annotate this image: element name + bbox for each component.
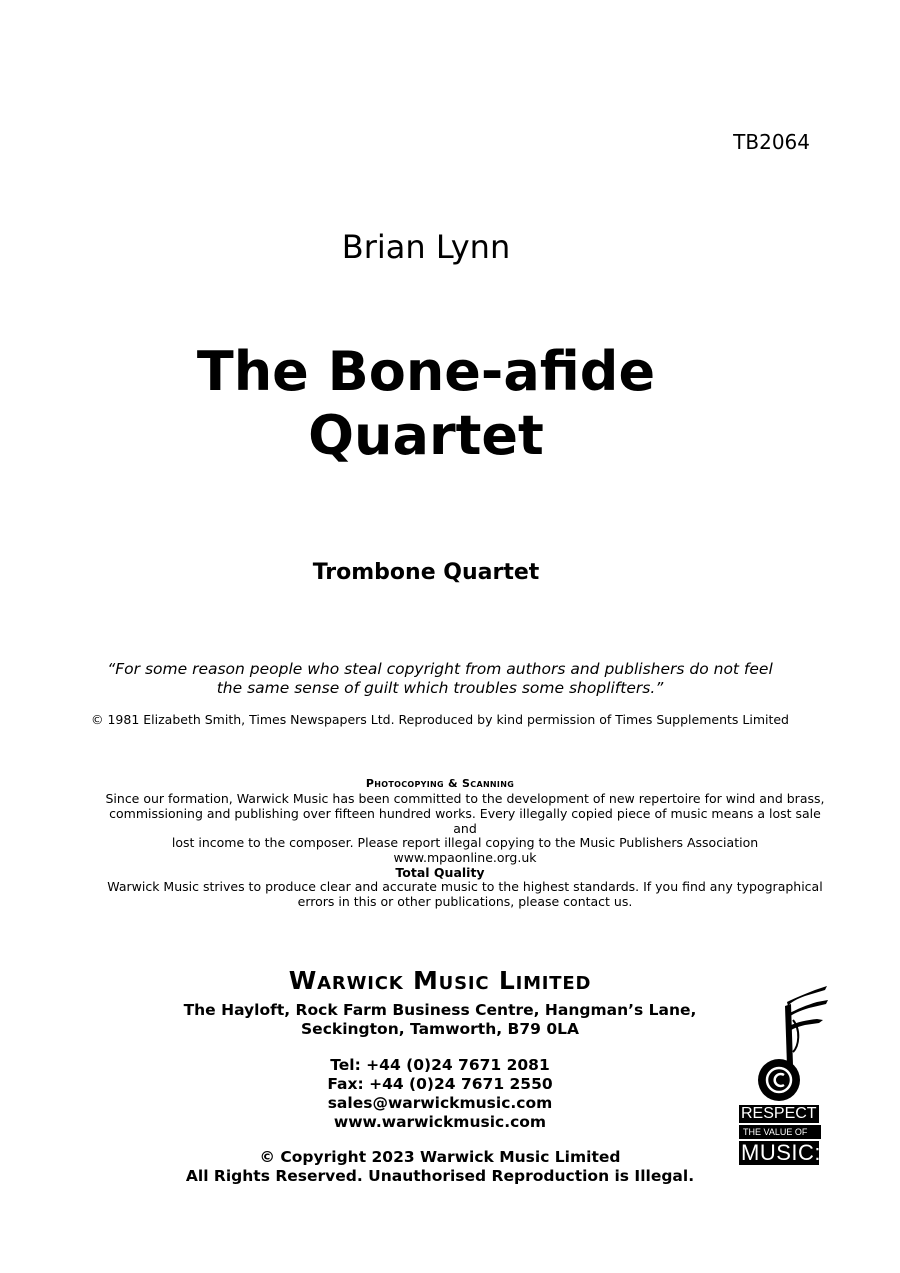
composer-name: Brian Lynn bbox=[341, 228, 511, 266]
total-quality-line-1: Warwick Music strives to produce clear and accurate music to the highest standards. If you find any typographical bbox=[107, 879, 823, 894]
logo-text-music: MUSIC: bbox=[741, 1140, 821, 1165]
address-line-1: The Hayloft, Rock Farm Business Centre, Hangman’s Lane, bbox=[183, 1001, 697, 1019]
music-note-copyright-icon bbox=[735, 980, 835, 1105]
photocopying-line-2: commissioning and publishing over fifteen hundred works. Every illegally copied piece of music means a lost sale and bbox=[109, 805, 821, 836]
photocopying-heading: Photocopying & Scanning bbox=[365, 777, 515, 790]
catalog-number: TB2064 bbox=[733, 130, 810, 154]
quote-credit: © 1981 Elizabeth Smith, Times Newspapers Ltd. Reproduced by kind permission of Times Supplements Limited bbox=[91, 712, 789, 727]
quote-line-1: “For some reason people who steal copyright from authors and publishers do not feel bbox=[107, 660, 773, 678]
title-line-1: The Bone-afide bbox=[196, 340, 656, 403]
copyright-line-1: © Copyright 2023 Warwick Music Limited bbox=[259, 1148, 621, 1166]
logo-text-the-value-of: THE VALUE OF bbox=[739, 1125, 821, 1139]
total-quality-line-2: errors in this or other publications, please contact us. bbox=[297, 893, 633, 909]
copyright-quote bbox=[0, 660, 880, 698]
photocopying-line-1: Since our formation, Warwick Music has been committed to the development of new repertoire for wind and brass, bbox=[105, 791, 825, 806]
photocopying-text bbox=[100, 792, 830, 866]
logo-text-respect: RESPECT bbox=[739, 1105, 819, 1123]
address-line-2: Seckington, Tamworth, B79 0LA bbox=[301, 1020, 579, 1038]
total-quality-heading: Total Quality bbox=[395, 865, 485, 880]
title-line-2: Quartet bbox=[308, 404, 544, 467]
publisher-name: Warwick Music Limited bbox=[288, 966, 592, 995]
total-quality-text bbox=[100, 880, 830, 910]
fax: Fax: +44 (0)24 7671 2550 bbox=[327, 1075, 553, 1093]
copyright-line-2: All Rights Reserved. Unauthorised Reproduction is Illegal. bbox=[185, 1167, 695, 1185]
page-title bbox=[0, 340, 852, 468]
email-address: sales@warwickmusic.com bbox=[327, 1094, 553, 1112]
telephone: Tel: +44 (0)24 7671 2081 bbox=[330, 1056, 550, 1074]
photocopying-line-3: lost income to the composer. Please report illegal copying to the Music Publishers Association www.mpaonline.org.uk bbox=[171, 835, 759, 866]
instrumentation-subtitle: Trombone Quartet bbox=[312, 560, 540, 585]
quote-line-2: the same sense of guilt which troubles some shoplifters.” bbox=[216, 679, 664, 697]
respect-the-value-of-music-logo bbox=[735, 980, 835, 1170]
website: www.warwickmusic.com bbox=[333, 1113, 547, 1131]
